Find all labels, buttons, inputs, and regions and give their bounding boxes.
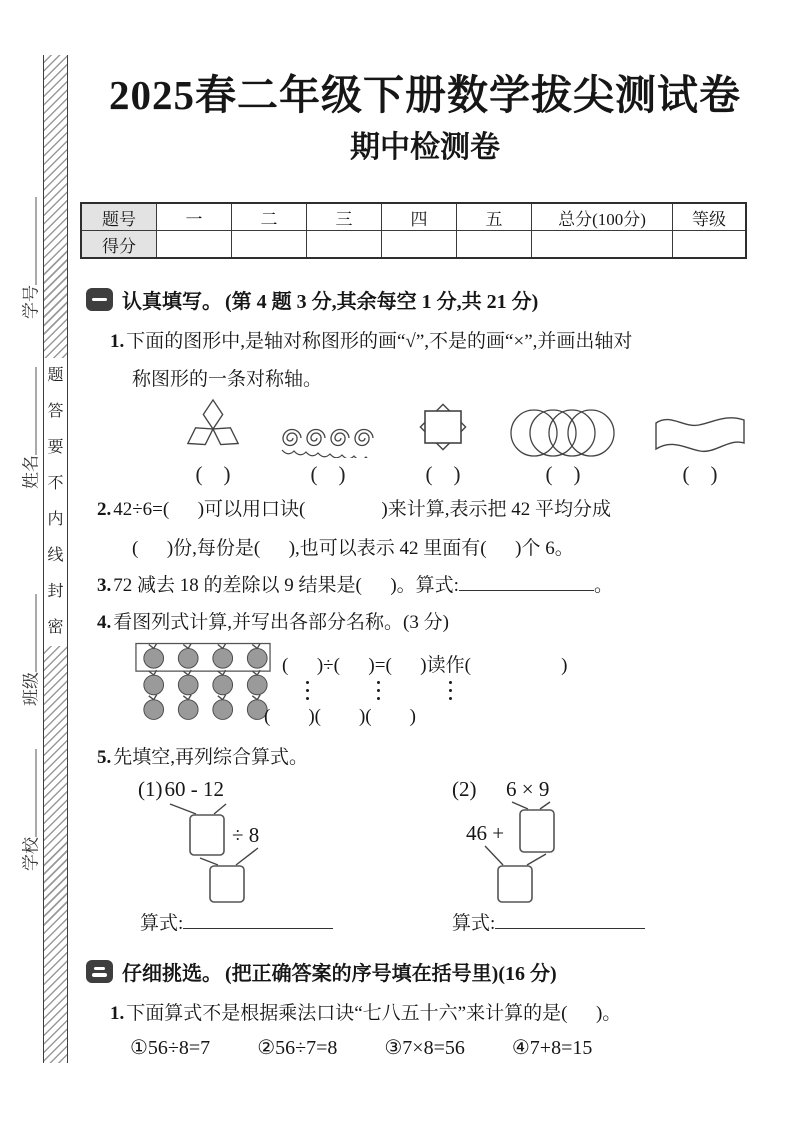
q5-part1-box2 — [210, 866, 244, 902]
q5-part1-op: ÷ 8 — [232, 823, 260, 847]
question-4 — [97, 607, 449, 634]
student-name-field — [17, 367, 42, 489]
s2-question-1-options — [130, 1035, 592, 1060]
question-3 — [97, 570, 613, 597]
seal-char: 题 — [47, 367, 64, 384]
shape-item — [510, 408, 616, 487]
q5-part1-formula-label: 算式: — [140, 913, 184, 934]
hatch-pattern-bottom — [44, 646, 67, 1063]
score-cell — [457, 231, 532, 259]
shape-answer-blank: ( ) — [545, 462, 581, 486]
score-col-header: 题号 — [81, 203, 157, 231]
q5-part2-formula — [452, 908, 645, 935]
school-line — [19, 749, 37, 837]
q5-part1-formula — [140, 908, 333, 935]
question-3-period: 。 — [593, 575, 613, 596]
score-col-header: 二 — [232, 203, 307, 231]
score-col-header: 一 — [157, 203, 232, 231]
question-4-number: 4. — [97, 612, 112, 633]
score-table — [80, 202, 747, 259]
score-cell — [232, 231, 307, 259]
score-col-header: 五 — [457, 203, 532, 231]
hatch-pattern-top — [44, 55, 67, 358]
s2-question-1-number: 1. — [110, 1003, 125, 1024]
apples-figure — [133, 640, 273, 720]
option-1: ①56÷8=7 — [130, 1037, 211, 1059]
paper-title: 2025春二年级下册数学拔尖测试卷 — [109, 72, 741, 118]
score-table-header-row — [81, 203, 746, 231]
class-line — [19, 594, 37, 672]
student-name-line — [19, 367, 37, 455]
vertical-dots — [449, 681, 452, 700]
question-2-number: 2. — [97, 499, 112, 520]
shape-answer-blank: ( ) — [195, 462, 231, 486]
student-name-label: 姓名 — [21, 455, 41, 489]
score-col-header: 四 — [382, 203, 457, 231]
score-cell — [157, 231, 232, 259]
student-id-line — [19, 197, 37, 285]
overlapping-squares-shape — [412, 396, 474, 458]
q5-part2-label: (2) — [452, 777, 477, 801]
section-2-header — [86, 957, 557, 986]
question-4-text: 看图列式计算,并写出各部分名称。(3 分) — [113, 612, 449, 633]
shape-item — [182, 398, 244, 487]
shape-item — [280, 424, 376, 487]
answer-line — [495, 909, 645, 929]
section-2-note: (把正确答案的序号填在括号里)(16 分) — [225, 963, 557, 985]
vertical-dots — [377, 681, 380, 700]
symmetry-shapes-row — [182, 396, 748, 487]
seal-char: 答 — [47, 403, 64, 420]
score-cell — [382, 231, 457, 259]
question-4-name-blanks: ( )( )( ) — [264, 706, 416, 727]
answer-line — [459, 571, 594, 591]
school-label: 学校 — [21, 837, 41, 871]
shape-answer-blank: ( ) — [425, 462, 461, 486]
wavy-flag-shape — [652, 412, 748, 458]
question-5-text: 先填空,再列综合算式。 — [113, 747, 309, 768]
q5-part1-box1 — [190, 815, 224, 855]
q5-part2-box2 — [498, 866, 532, 902]
student-id-label: 学号 — [21, 285, 41, 319]
section-1-header — [86, 285, 538, 314]
question-2 — [97, 494, 611, 521]
class-field — [17, 594, 42, 706]
q5-part1-label-expr: (1)60 - 12 — [138, 777, 224, 801]
q5-part2-box1 — [520, 810, 554, 852]
class-label: 班级 — [21, 672, 41, 706]
paper-subtitle: 期中检测卷 — [350, 131, 500, 164]
question-3-text: 72 减去 18 的差除以 9 结果是( )。算式: — [113, 575, 459, 596]
question-2-line2: ( )份,每份是( ),也可以表示 42 里面有( )个 6。 — [132, 538, 574, 559]
question-1-text-line1: 下面的图形中,是轴对称图形的画“√”,不是的画“×”,并画出轴对 — [126, 331, 633, 352]
school-field — [17, 749, 42, 871]
q5-part2-formula-label: 算式: — [452, 913, 496, 934]
student-id-field — [17, 197, 42, 319]
seal-char: 密 — [47, 619, 64, 636]
seal-line-band — [43, 55, 68, 1063]
question-5 — [97, 742, 308, 769]
option-4: ④7+8=15 — [511, 1037, 593, 1059]
rhombus-pinwheel-shape — [182, 398, 244, 458]
answer-line — [183, 909, 333, 929]
score-col-header: 等级 — [673, 203, 747, 231]
shape-item — [652, 412, 748, 487]
q5-part2-expr: 6 × 9 — [506, 777, 550, 801]
question-5-number: 5. — [97, 747, 112, 768]
section-1-title: 认真填写。 — [122, 291, 222, 313]
question-3-number: 3. — [97, 575, 112, 596]
vertical-dots — [306, 681, 309, 700]
spiral-waves-shape — [280, 424, 376, 458]
seal-char: 要 — [47, 439, 64, 456]
score-row-label: 得分 — [81, 231, 157, 259]
seal-char: 线 — [47, 547, 64, 564]
score-cell — [673, 231, 747, 259]
section-1-note: (第 4 题 3 分,其余每空 1 分,共 21 分) — [225, 291, 539, 313]
shape-item — [412, 396, 474, 487]
option-3: ③7×8=56 — [384, 1037, 465, 1059]
q5-part2-op: 46 + — [466, 821, 505, 845]
score-cell — [307, 231, 382, 259]
question-2-line1: 42÷6=( )可以用口诀( )来计算,表示把 42 平均分成 — [113, 499, 611, 520]
question-1-number: 1. — [110, 331, 125, 352]
score-table-score-row — [81, 231, 746, 259]
question-1-text-line2: 称图形的一条对称轴。 — [132, 369, 323, 390]
section-one-badge-icon — [86, 288, 113, 311]
question-5-diagrams — [130, 768, 690, 910]
section-two-badge-icon — [86, 960, 113, 983]
option-2: ②56÷7=8 — [257, 1037, 338, 1059]
s2-question-1-text: 下面算式不是根据乘法口诀“七八五十六”来计算的是( )。 — [126, 1003, 622, 1024]
section-2-title: 仔细挑选。 — [122, 963, 222, 985]
score-col-header: 总分(100分) — [532, 203, 673, 231]
seal-char: 内 — [47, 511, 64, 528]
shape-answer-blank: ( ) — [682, 462, 718, 486]
question-4-equation: ( )÷( )=( )读作( ) — [282, 655, 568, 676]
question-1 — [110, 326, 632, 353]
section-2-question-1 — [110, 998, 621, 1025]
seal-char: 封 — [47, 583, 64, 600]
shape-answer-blank: ( ) — [310, 462, 346, 486]
score-col-header: 三 — [307, 203, 382, 231]
score-cell — [532, 231, 673, 259]
seal-char: 不 — [47, 475, 64, 492]
overlapping-circles-shape — [510, 408, 616, 458]
